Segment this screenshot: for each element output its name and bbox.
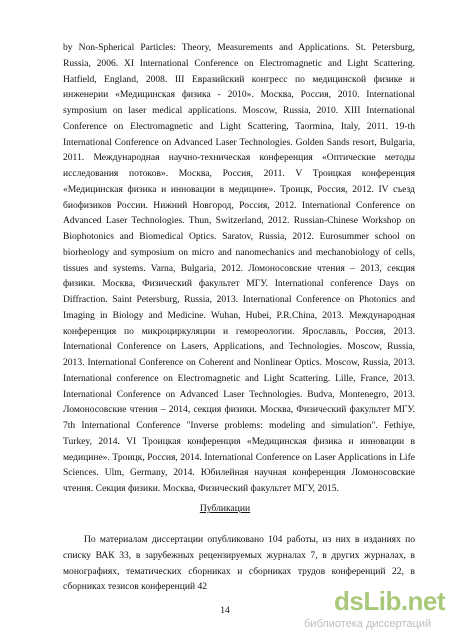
publications-paragraph: По материалам диссертации опубликовано 104 работы, из них в изданиях по списку ВАК 33, в зарубежных рецензируемых журналах 7, в других журналах, в монографиях, тематических сборниках и сборниках трудов конференций 22, в сборниках тезисов конференций 42 bbox=[63, 534, 415, 593]
section-heading: Публикации bbox=[199, 503, 251, 514]
watermark bbox=[296, 584, 450, 637]
conference-list-paragraph: by Non-Spherical Particles: Theory, Measurements and Applications. St. Petersburg, Russia, 2006. XI International Conference on Electromagnetic and Light Scattering. Hatfield, England, 2008. III Евразийский конгресс по медицинской физике и инженерии «Медицинская физика - 2010». Москва, Россия, 2010. International symposium on laser medical applications. Moscow, Russia, 2010. XIII International Conference on Electromagnetic and Light Scattering, Taormina, Italy, 2011. 19-th International Conference on Advanced Laser Technologies. Golden Sands resort, Bulgaria, 2011. Международная научно-техническая конференция «Оптические методы исследования потоков». Москва, Россия, 2011. V Троицкая конференция «Медицинская физика и инновации в медицине». Троицк, Россия, 2012. IV съезд биофизиков России. Нижний Новгород, Россия, 2012. International Conference on Advanced Laser Technologies. Thun, Switzerland, 2012. Russian-Chinese Workshop on Biophotonics and Biomedical Optics. Saratov, Russia, 2012. Eurosummer school on biorheology and symposium on micro and nanomechanics and mechanobiology of cells, tissues and systems. Varna, Bulgaria, 2012. Ломоносовские чтения – 2013, секция физики. Москва, Физический факультет МГУ. International conference Days on Diffraction. Saint Petersburg, Russia, 2013. International Conference on Photonics and Imaging in Biology and Medicine. Wuhan, Hubei, P.R.China, 2013. Международная конференция по микроциркуляции и гемореологии. Ярославль, Россия, 2013. International Conference on Lasers, Applications, and Technologies. Moscow, Russia, 2013. International Conference on Coherent and Nonlinear Optics. Moscow, Russia, 2013. International conference on Electromagnetic and Light Scattering. Lille, France, 2013. International Conference on Advanced Laser Technologies. Budva, Montenegro, 2013. Ломоносовские чтения – 2014, секция физики. Москва, Физический факультет МГУ. 7th International Conference "Inverse problems: modeling and simulation". Fethiye, Turkey, 2014. VI Троицкая конференция «Медицинская физика и инновации в медицине». Троицк, Россия, 2014. International Conference on Laser Applications in Life Sciences. Ulm, Germany, 2014. Юбилейная научная конференция Ломоносовские чтения. Секция физики. Москва, Физический факультет МГУ, 2015. bbox=[63, 42, 415, 494]
watermark-logo: dsLib.net bbox=[334, 586, 446, 616]
watermark-subtitle: библиотека диссертаций bbox=[304, 618, 432, 630]
page-number: 14 bbox=[220, 606, 230, 616]
